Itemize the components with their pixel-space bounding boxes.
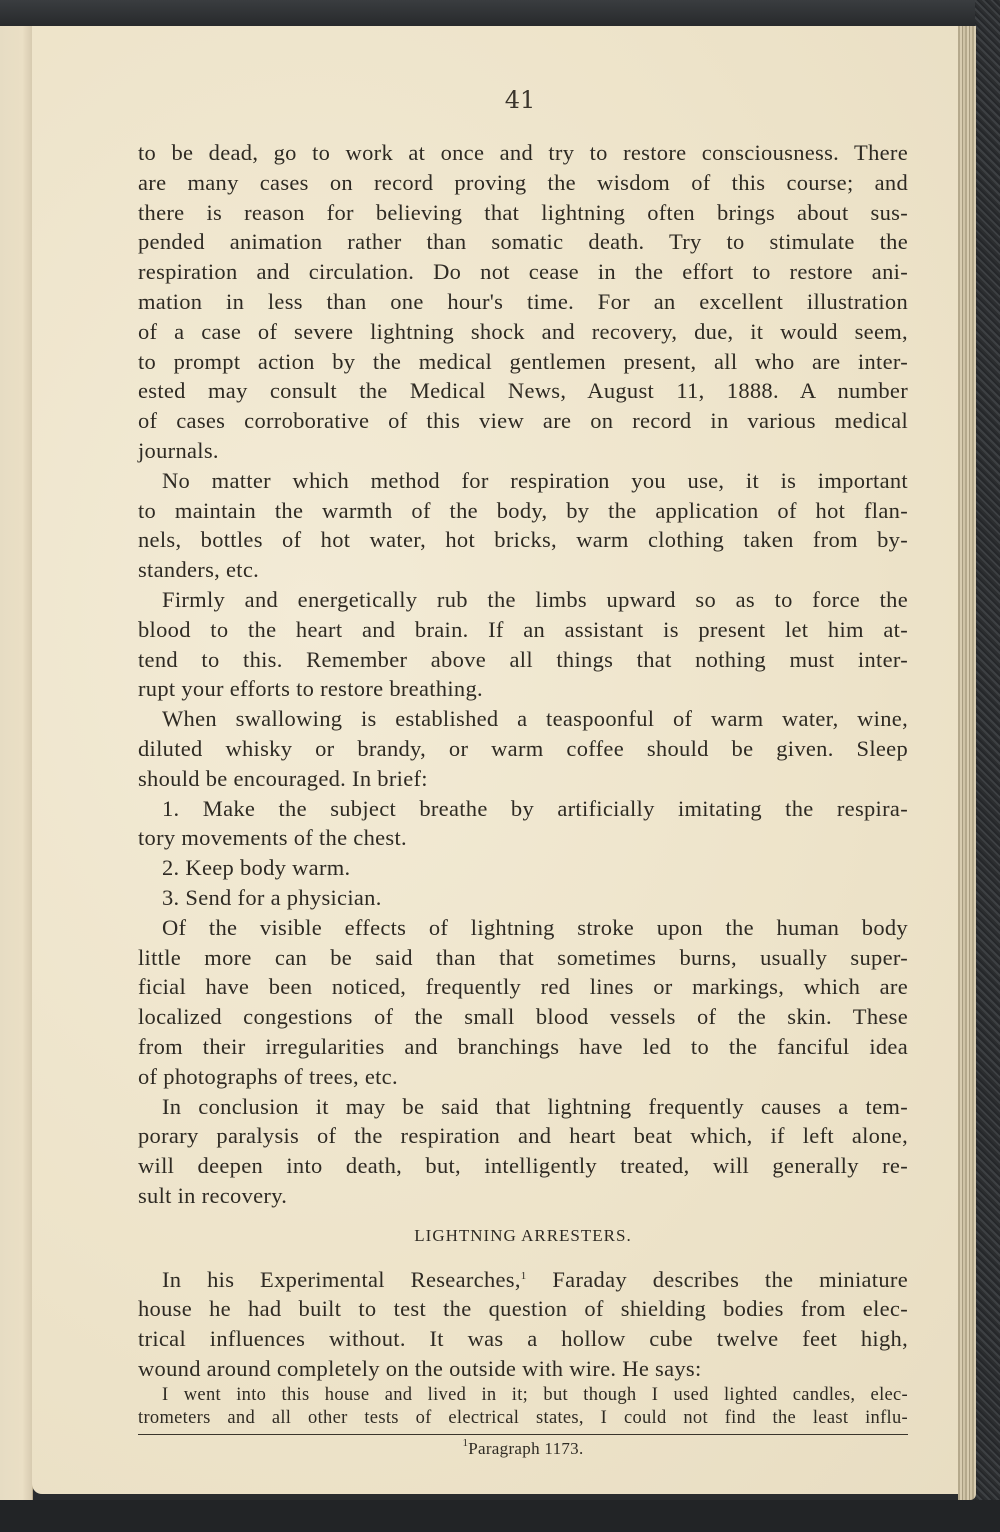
text-line: Firmly and energetically rub the limbs upward so as to force the xyxy=(162,586,908,612)
text-line: there is reason for believing that lightning often brings about sus- xyxy=(138,199,908,225)
text-line: should be encouraged. In brief: xyxy=(138,765,428,791)
page-number: 41 xyxy=(504,86,536,114)
book-cover-bottom xyxy=(0,1500,1000,1532)
page-body xyxy=(138,138,908,1461)
footnote-marker: 1 xyxy=(462,1436,469,1449)
block-quote xyxy=(138,1384,908,1430)
text-line: wound around completely on the outside with wire. He says: xyxy=(138,1356,702,1382)
quote-line: I went into this house and lived in it; but though I used lighted candles, elec- xyxy=(162,1384,908,1405)
footnote-divider xyxy=(138,1434,908,1435)
paragraph xyxy=(138,585,908,704)
text-span: In his Experimental Researches, xyxy=(162,1266,521,1292)
text-line: to prompt action by the medical gentlemen present, all who are inter- xyxy=(138,348,908,374)
section-paragraph xyxy=(138,1265,908,1384)
footnote xyxy=(138,1437,908,1461)
text-line: will deepen into death, but, intelligently treated, will generally re- xyxy=(138,1153,908,1179)
text-line: sult in recovery. xyxy=(138,1182,288,1208)
numbered-list xyxy=(138,794,908,913)
text-line: to be dead, go to work at once and try to restore consciousness. There xyxy=(138,140,908,165)
text-line: respiration and circulation. Do not cease in the effort to restore ani- xyxy=(138,259,908,285)
text-line: When swallowing is established a teaspoonful of warm water, wine, xyxy=(162,706,908,732)
text-line: tend to this. Remember above all things that nothing must inter- xyxy=(138,646,908,672)
text-line: rupt your efforts to restore breathing. xyxy=(138,676,483,702)
section-heading: LIGHTNING ARRESTERS. xyxy=(414,1225,632,1245)
text-line: ested may consult the Medical News, August 11, 1888. A number xyxy=(138,378,908,404)
paragraph xyxy=(138,1092,908,1211)
text-line: journals. xyxy=(138,437,219,463)
previous-page-edge xyxy=(0,26,33,1500)
text-line: pended animation rather than somatic death. Try to stimulate the xyxy=(138,229,908,255)
list-item-1: 1. Make the subject breathe by artificially imitating the respira- xyxy=(162,795,908,821)
list-item-1-continued: tory movements of the chest. xyxy=(138,825,407,851)
page-stack-edges xyxy=(958,26,976,1500)
text-line: from their irregularities and branchings have led to the fanciful idea xyxy=(138,1033,908,1059)
text-line: No matter which method for respiration you use, it is important xyxy=(162,467,908,493)
text-line: standers, etc. xyxy=(138,557,260,583)
text-line: localized congestions of the small blood vessels of the skin. These xyxy=(138,1004,908,1030)
paragraph xyxy=(138,138,908,466)
text-line: of photographs of trees, etc. xyxy=(138,1063,398,1089)
text-line: In conclusion it may be said that lightning frequently causes a tem- xyxy=(162,1093,908,1119)
text-line: to maintain the warmth of the body, by the application of hot flan- xyxy=(138,497,908,523)
text-line xyxy=(138,1265,908,1295)
text-line: mation in less than one hour's time. For an excellent illustration xyxy=(138,288,908,314)
paragraph xyxy=(138,704,908,793)
text-line: porary paralysis of the respiration and heart beat which, if left alone, xyxy=(138,1123,908,1149)
text-line: nels, bottles of hot water, hot bricks, warm clothing taken from by- xyxy=(138,527,908,553)
quote-line: trometers and all other tests of electrical states, I could not find the least influ- xyxy=(138,1407,908,1428)
text-line: of cases corroborative of this view are on record in various medical xyxy=(138,408,908,434)
text-line: of a case of severe lightning shock and recovery, due, it would seem, xyxy=(138,318,908,344)
text-line: diluted whisky or brandy, or warm coffee should be given. Sleep xyxy=(138,735,908,761)
text-line: blood to the heart and brain. If an assistant is present let him at- xyxy=(138,616,908,642)
book-cover-top xyxy=(0,0,1000,28)
text-line: are many cases on record proving the wisdom of this course; and xyxy=(138,169,908,195)
text-line: ficial have been noticed, frequently red lines or markings, which are xyxy=(138,974,908,1000)
text-line: Of the visible effects of lightning stroke upon the human body xyxy=(162,914,908,940)
text-line: trical influences without. It was a hollow cube twelve feet high, xyxy=(138,1326,908,1352)
text-line: house he had built to test the question of shielding bodies from elec- xyxy=(138,1296,908,1322)
book-cover-right xyxy=(975,0,1000,1532)
footnote-marker[interactable]: 1 xyxy=(520,1269,527,1282)
text-span: Faraday describes the miniature xyxy=(526,1266,908,1292)
list-item-3: 3. Send for a physician. xyxy=(162,884,382,910)
text-line: little more can be said than that sometimes burns, usually super- xyxy=(138,944,908,970)
paragraph xyxy=(138,913,908,1092)
paragraph xyxy=(138,466,908,585)
list-item-2: 2. Keep body warm. xyxy=(162,855,351,881)
footnote-text: Paragraph 1173. xyxy=(468,1438,584,1458)
